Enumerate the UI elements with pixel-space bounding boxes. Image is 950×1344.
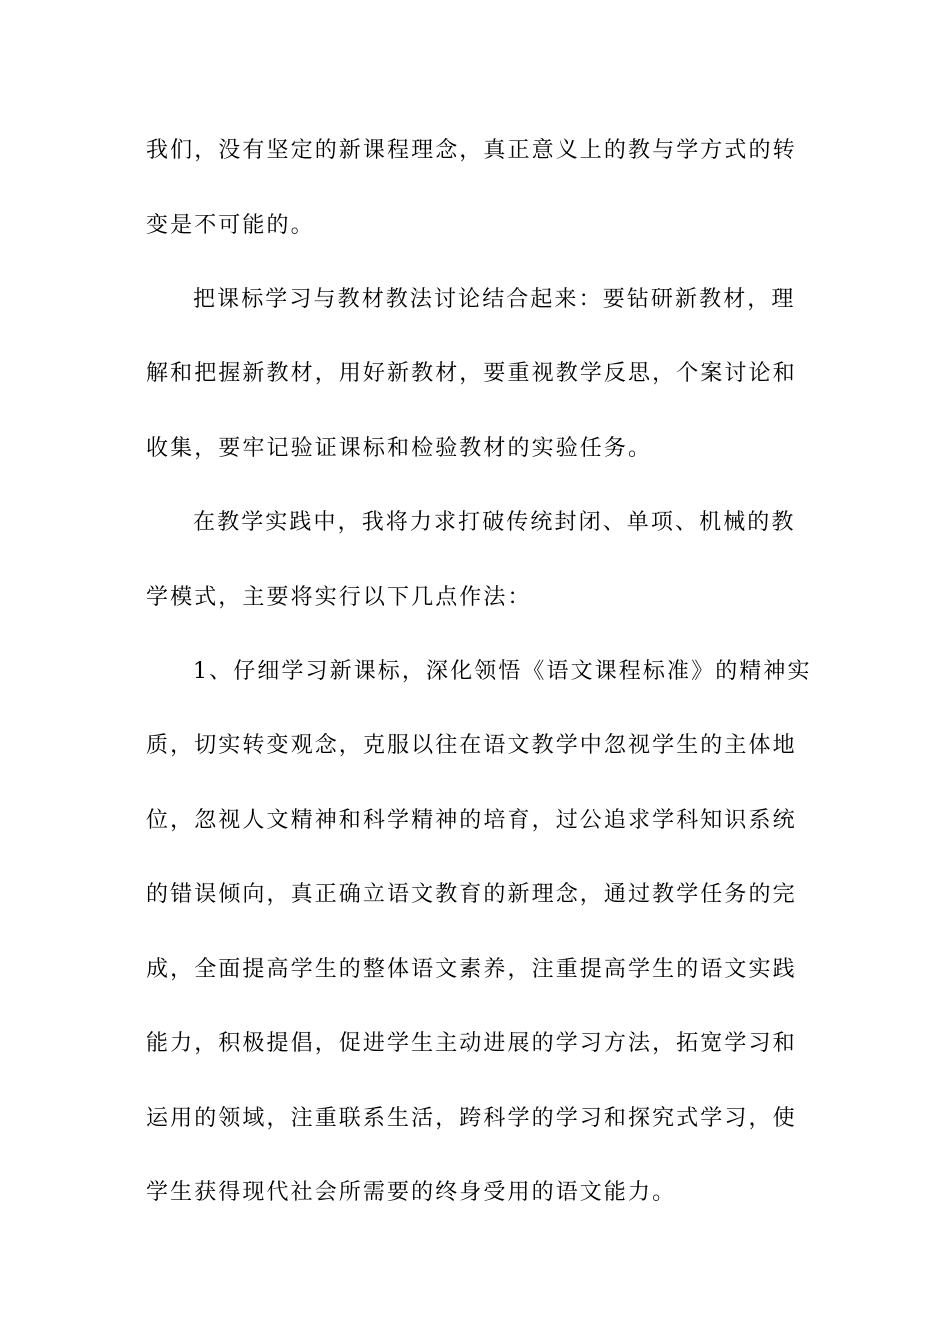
text-line: 能力，积极提倡，促进学生主动进展的学习方法，拓宽学习和 bbox=[146, 1031, 797, 1056]
text-line: 运用的领域，注重联系生活，跨科学的学习和探究式学习，使 bbox=[146, 1106, 797, 1131]
text-line: 变是不可能的。 bbox=[146, 213, 315, 238]
text-line: 成，全面提高学生的整体语文素养，注重提高学生的语文实践 bbox=[146, 957, 797, 982]
text-line: 位，忽视人文精神和科学精神的培育，过公追求学科知识系统 bbox=[146, 808, 797, 833]
paragraph-first-line: 把课标学习与教材教法讨论结合起来：要钻研新教材，理 bbox=[193, 287, 796, 312]
text-line: 解和把握新教材，用好新教材，要重视教学反思，个案讨论和 bbox=[146, 361, 797, 386]
text-line: 的错误倾向，真正确立语文教育的新理念，通过教学任务的完 bbox=[146, 882, 797, 907]
paragraph-first-line: 在教学实践中，我将力求打破传统封闭、单项、机械的教 bbox=[193, 510, 796, 535]
text-line: 学生获得现代社会所需要的终身受用的语文能力。 bbox=[146, 1180, 677, 1205]
text-line: 收集，要牢记验证课标和检验教材的实验任务。 bbox=[146, 436, 653, 461]
text-line: 我们，没有坚定的新课程理念，真正意义上的教与学方式的转 bbox=[146, 138, 797, 163]
paragraph-first-line: 1、仔细学习新课标，深化领悟《语文课程标准》的精神实 bbox=[193, 659, 812, 684]
text-line: 学模式，主要将实行以下几点作法： bbox=[146, 585, 532, 610]
text-line: 质，切实转变观念，克服以往在语文教学中忽视学生的主体地 bbox=[146, 733, 797, 758]
